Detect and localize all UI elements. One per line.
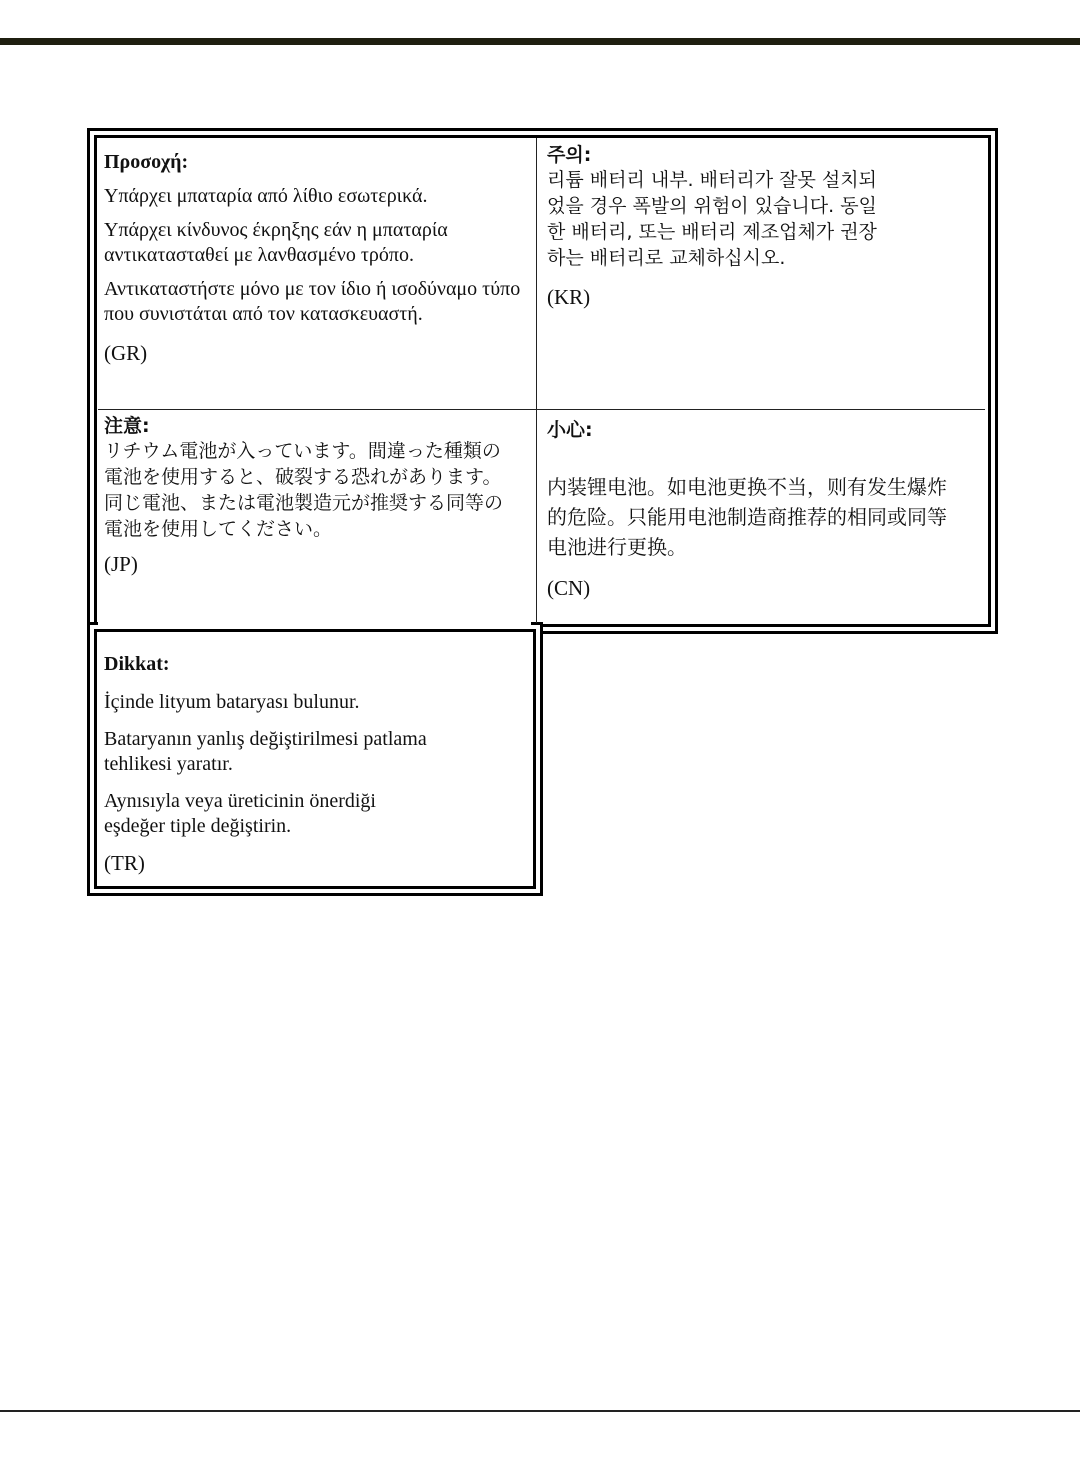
warning-text: Aynısıyla veya üreticinin önerdiği eşdeğer tiple değiştirin. xyxy=(104,790,376,837)
language-code: (JP) xyxy=(104,552,138,576)
warning-cell-tr xyxy=(104,652,514,876)
warning-text: Bataryanın yanlış değiştirilmesi patlama tehlikesi yaratır. xyxy=(104,728,427,775)
row-divider xyxy=(98,409,985,410)
language-code: (KR) xyxy=(547,285,591,309)
warning-cell-cn xyxy=(547,418,957,601)
warning-heading: Dikkat: xyxy=(104,653,170,675)
warning-text: Υπάρχει μπαταρία από λίθιο εσωτερικά. xyxy=(104,185,428,207)
language-code: (GR) xyxy=(104,341,148,365)
warning-heading: 注意: xyxy=(104,415,150,437)
language-code: (TR) xyxy=(104,851,145,875)
warning-cell-kr xyxy=(547,143,892,310)
warning-text: Αντικαταστήστε μόνο με τον ίδιο ή ισοδύναμο τύπο που συνιστάται από τον κατασκευαστή. xyxy=(104,278,521,325)
warning-text: Υπάρχει κίνδυνος έκρηξης εάν η μπαταρία αντικατασταθεί με λανθασμένο τρόπο. xyxy=(104,219,448,266)
warning-heading: 주의: xyxy=(547,144,592,166)
warning-cell-gr xyxy=(104,150,529,366)
warning-text: 리튬 배터리 내부. 배터리가 잘못 설치되었을 경우 폭발의 위험이 있습니다. 동일한 배터리, 또는 배터리 제조업체가 권장하는 배터리로 교체하십시오. xyxy=(547,169,877,269)
warning-heading: 小心: xyxy=(547,419,593,441)
warning-text: İçinde lityum bataryası bulunur. xyxy=(104,691,360,713)
warning-text: リチウム電池が入っています。間違った種類の電池を使用すると、破裂する恐れがあります。同じ電池、または電池製造元が推奨する同等の電池を使用してください。 xyxy=(104,440,504,540)
column-divider xyxy=(536,138,537,623)
warning-text: 内装锂电池。如电池更换不当，则有发生爆炸的危险。只能用电池制造商推荐的相同或同等电池进行更换。 xyxy=(547,475,947,559)
header-rule xyxy=(0,38,1080,45)
language-code: (CN) xyxy=(547,576,591,600)
warning-heading: Προσοχή: xyxy=(104,151,189,173)
warning-cell-jp xyxy=(104,414,514,577)
footer-rule xyxy=(0,1410,1080,1412)
